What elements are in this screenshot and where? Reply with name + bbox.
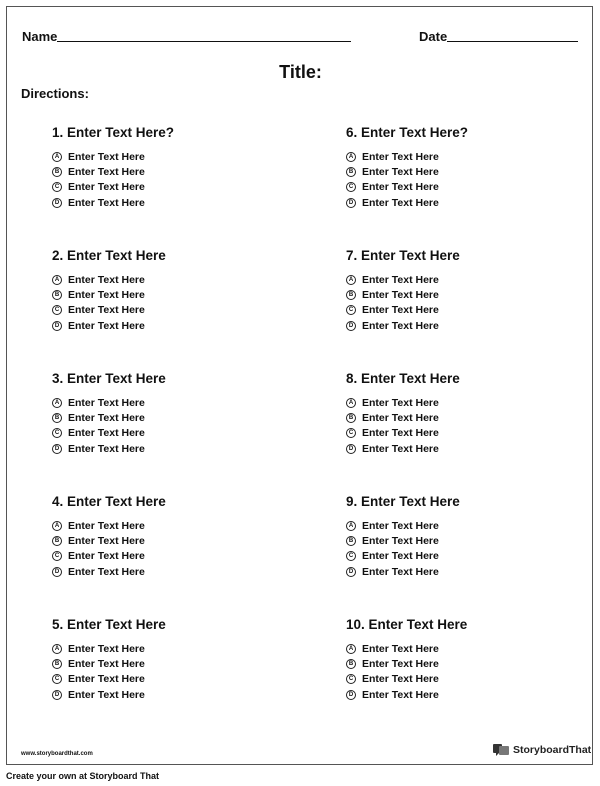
answer-option[interactable] <box>52 441 292 456</box>
answer-bubble[interactable]: A <box>52 521 62 531</box>
answer-option[interactable] <box>52 164 292 179</box>
question-title[interactable]: 9. Enter Text Here <box>346 494 460 509</box>
question-title[interactable]: 6. Enter Text Here? <box>346 125 469 140</box>
answer-bubble[interactable]: A <box>346 275 356 285</box>
name-line[interactable] <box>57 41 351 42</box>
answer-bubble[interactable]: D <box>52 690 62 700</box>
option-text: Enter Text Here <box>68 165 145 178</box>
option-text: Enter Text Here <box>362 196 439 209</box>
answer-bubble[interactable]: A <box>346 644 356 654</box>
option-text: Enter Text Here <box>68 642 145 655</box>
answer-option[interactable] <box>346 180 586 195</box>
option-text: Enter Text Here <box>362 319 439 332</box>
option-text: Enter Text Here <box>362 396 439 409</box>
worksheet <box>6 6 593 765</box>
answer-bubble[interactable]: C <box>52 551 62 561</box>
name-label: Name <box>22 29 58 44</box>
answer-bubble[interactable]: B <box>52 290 62 300</box>
answer-bubble[interactable]: D <box>52 444 62 454</box>
option-text: Enter Text Here <box>68 688 145 701</box>
option-text: Enter Text Here <box>362 165 439 178</box>
option-text: Enter Text Here <box>68 519 145 532</box>
option-text: Enter Text Here <box>362 550 439 563</box>
answer-option[interactable] <box>346 287 586 302</box>
question-9 <box>346 494 586 579</box>
answer-bubble[interactable]: A <box>346 521 356 531</box>
answer-option[interactable] <box>346 395 586 410</box>
answer-option[interactable] <box>346 272 586 287</box>
answer-bubble[interactable]: C <box>346 305 356 315</box>
answer-option[interactable] <box>346 441 586 456</box>
option-text: Enter Text Here <box>68 319 145 332</box>
answer-bubble[interactable]: B <box>52 413 62 423</box>
answer-option[interactable] <box>346 518 586 533</box>
answer-option[interactable] <box>346 672 586 687</box>
answer-bubble[interactable]: B <box>52 536 62 546</box>
answer-option[interactable] <box>52 180 292 195</box>
option-text: Enter Text Here <box>68 273 145 286</box>
answer-option[interactable] <box>346 164 586 179</box>
answer-bubble[interactable]: C <box>52 305 62 315</box>
answer-option[interactable] <box>52 272 292 287</box>
directions-label: Directions: <box>21 86 89 101</box>
option-text: Enter Text Here <box>362 181 439 194</box>
answer-bubble[interactable]: A <box>52 275 62 285</box>
question-title[interactable]: 2. Enter Text Here <box>52 248 166 263</box>
answer-bubble[interactable]: A <box>52 152 62 162</box>
answer-option[interactable] <box>52 195 292 210</box>
option-text: Enter Text Here <box>362 673 439 686</box>
question-title[interactable]: 5. Enter Text Here <box>52 617 166 632</box>
question-title[interactable]: 7. Enter Text Here <box>346 248 460 263</box>
option-text: Enter Text Here <box>68 288 145 301</box>
question-6 <box>346 125 586 210</box>
option-text: Enter Text Here <box>362 288 439 301</box>
option-text: Enter Text Here <box>68 150 145 163</box>
option-text: Enter Text Here <box>362 427 439 440</box>
answer-bubble[interactable]: B <box>346 167 356 177</box>
question-title[interactable]: 10. Enter Text Here <box>346 617 468 632</box>
answer-bubble[interactable]: D <box>346 444 356 454</box>
answer-bubble[interactable]: C <box>346 428 356 438</box>
answer-option[interactable] <box>52 318 292 333</box>
option-text: Enter Text Here <box>362 519 439 532</box>
date-label: Date <box>419 29 448 44</box>
answer-option[interactable] <box>52 641 292 656</box>
option-text: Enter Text Here <box>68 565 145 578</box>
answer-option[interactable] <box>52 533 292 548</box>
logo-text: StoryboardThat <box>513 744 592 756</box>
answer-option[interactable] <box>52 687 292 702</box>
answer-option[interactable] <box>346 656 586 671</box>
answer-option[interactable] <box>52 564 292 579</box>
option-text: Enter Text Here <box>68 534 145 547</box>
answer-option[interactable] <box>346 564 586 579</box>
page-footer: Create your own at Storyboard That <box>6 771 160 781</box>
question-10 <box>346 617 586 702</box>
answer-option[interactable] <box>346 549 586 564</box>
answer-bubble[interactable]: B <box>346 290 356 300</box>
answer-bubble[interactable]: A <box>346 398 356 408</box>
option-text: Enter Text Here <box>362 565 439 578</box>
answer-bubble[interactable]: A <box>52 398 62 408</box>
option-text: Enter Text Here <box>68 304 145 317</box>
question-title[interactable]: 4. Enter Text Here <box>52 494 166 509</box>
answer-bubble[interactable]: D <box>52 198 62 208</box>
question-3 <box>52 371 292 456</box>
answer-option[interactable] <box>346 195 586 210</box>
option-text: Enter Text Here <box>68 657 145 670</box>
answer-bubble[interactable]: D <box>52 567 62 577</box>
answer-bubble[interactable]: D <box>346 567 356 577</box>
question-2 <box>52 248 292 333</box>
option-text: Enter Text Here <box>362 642 439 655</box>
answer-option[interactable] <box>346 303 586 318</box>
option-text: Enter Text Here <box>362 150 439 163</box>
option-text: Enter Text Here <box>362 411 439 424</box>
option-text: Enter Text Here <box>68 181 145 194</box>
storyboardthat-logo <box>493 743 591 757</box>
question-1 <box>52 125 292 210</box>
answer-bubble[interactable]: C <box>346 674 356 684</box>
answer-option[interactable] <box>346 641 586 656</box>
answer-bubble[interactable]: D <box>346 321 356 331</box>
question-7 <box>346 248 586 333</box>
option-text: Enter Text Here <box>362 688 439 701</box>
option-text: Enter Text Here <box>68 442 145 455</box>
option-text: Enter Text Here <box>68 411 145 424</box>
question-5 <box>52 617 292 702</box>
storyboard-logo-icon <box>493 743 513 757</box>
answer-bubble[interactable]: D <box>346 198 356 208</box>
answer-option[interactable] <box>346 410 586 425</box>
answer-option[interactable] <box>52 303 292 318</box>
option-text: Enter Text Here <box>362 304 439 317</box>
website-label: www.storyboardthat.com <box>21 751 93 757</box>
question-8 <box>346 371 586 456</box>
answer-bubble[interactable]: A <box>52 644 62 654</box>
question-4 <box>52 494 292 579</box>
option-text: Enter Text Here <box>362 534 439 547</box>
option-text: Enter Text Here <box>68 550 145 563</box>
answer-bubble[interactable]: A <box>346 152 356 162</box>
option-text: Enter Text Here <box>68 196 145 209</box>
answer-bubble[interactable]: D <box>346 690 356 700</box>
answer-option[interactable] <box>52 287 292 302</box>
answer-bubble[interactable]: C <box>52 674 62 684</box>
answer-bubble[interactable]: B <box>346 536 356 546</box>
answer-option[interactable] <box>52 549 292 564</box>
answer-option[interactable] <box>52 518 292 533</box>
answer-bubble[interactable]: C <box>346 551 356 561</box>
question-title[interactable]: 3. Enter Text Here <box>52 371 166 386</box>
answer-bubble[interactable]: C <box>52 182 62 192</box>
option-text: Enter Text Here <box>68 673 145 686</box>
date-line[interactable] <box>447 41 578 42</box>
answer-bubble[interactable]: B <box>52 659 62 669</box>
answer-bubble[interactable]: B <box>346 413 356 423</box>
answer-option[interactable] <box>52 672 292 687</box>
answer-option[interactable] <box>346 149 586 164</box>
answer-option[interactable] <box>346 687 586 702</box>
answer-bubble[interactable]: C <box>346 182 356 192</box>
answer-option[interactable] <box>346 318 586 333</box>
answer-option[interactable] <box>346 426 586 441</box>
answer-bubble[interactable]: C <box>52 428 62 438</box>
answer-option[interactable] <box>52 426 292 441</box>
question-title[interactable]: 1. Enter Text Here? <box>52 125 175 140</box>
answer-option[interactable] <box>346 533 586 548</box>
question-title[interactable]: 8. Enter Text Here <box>346 371 460 386</box>
answer-bubble[interactable]: D <box>52 321 62 331</box>
answer-bubble[interactable]: B <box>346 659 356 669</box>
answer-option[interactable] <box>52 149 292 164</box>
option-text: Enter Text Here <box>68 427 145 440</box>
answer-option[interactable] <box>52 395 292 410</box>
option-text: Enter Text Here <box>362 657 439 670</box>
answer-option[interactable] <box>52 656 292 671</box>
worksheet-title: Title: <box>279 62 322 82</box>
option-text: Enter Text Here <box>68 396 145 409</box>
option-text: Enter Text Here <box>362 273 439 286</box>
option-text: Enter Text Here <box>362 442 439 455</box>
answer-bubble[interactable]: B <box>52 167 62 177</box>
answer-option[interactable] <box>52 410 292 425</box>
